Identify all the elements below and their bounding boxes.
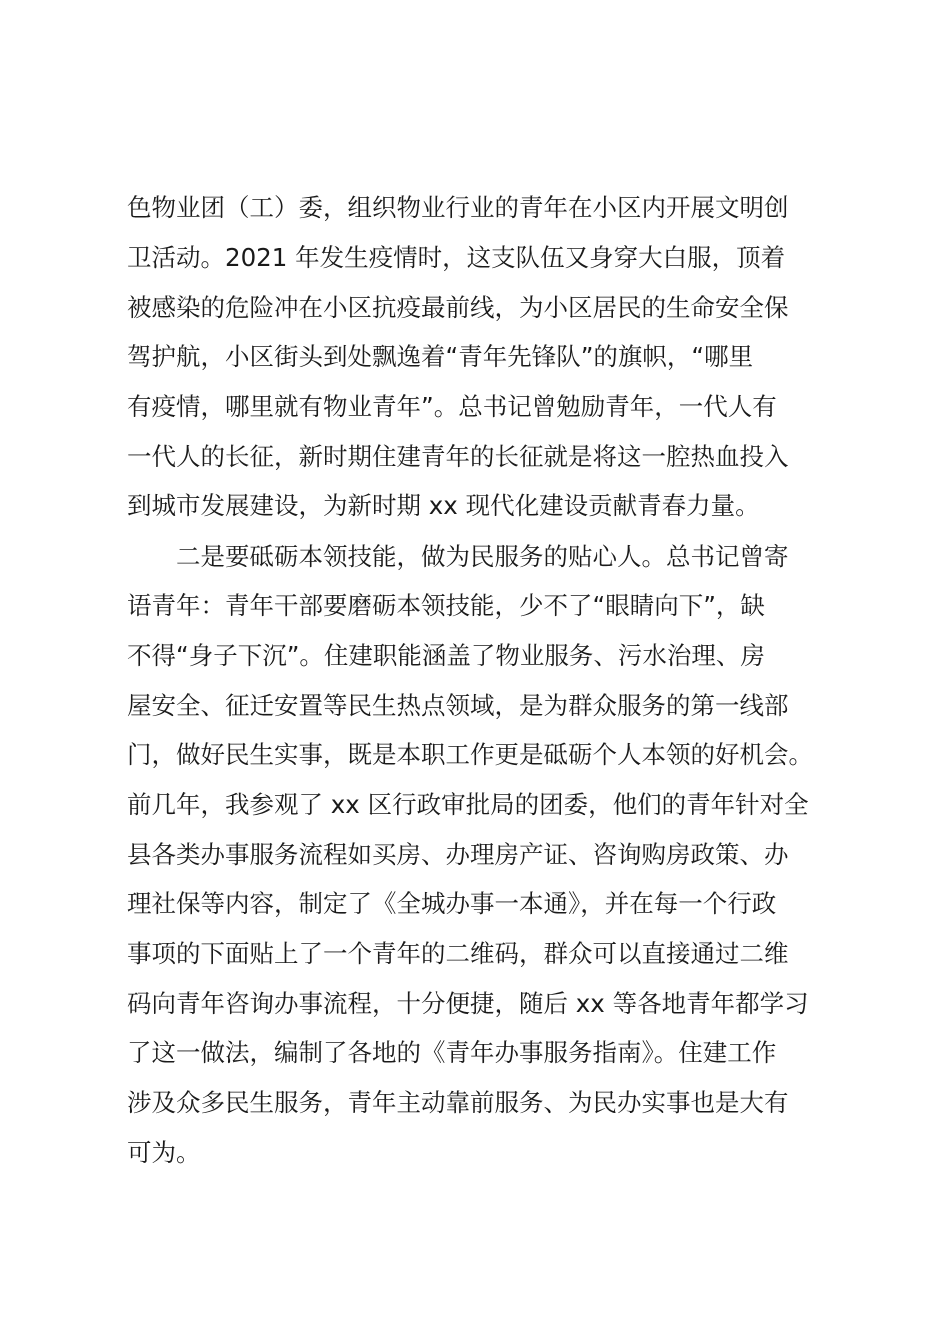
text-line: 前几年，我参观了 xx 区行政审批局的团委，他们的青年针对全 xyxy=(127,790,809,819)
text-line: 驾护航，小区街头到处飘逸着“青年先锋队”的旗帜，“哪里 xyxy=(127,342,754,371)
text-line: 理社保等内容，制定了《全城办事一本通》，并在每一个行政 xyxy=(127,889,777,918)
text-line: 事项的下面贴上了一个青年的二维码，群众可以直接通过二维 xyxy=(127,939,789,968)
text-line: 到城市发展建设，为新时期 xx 现代化建设贡献青春力量。 xyxy=(127,491,760,520)
text-line: 不得“身子下沉”。住建职能涵盖了物业服务、污水治理、房 xyxy=(127,641,765,670)
text-line: 门，做好民生实事，既是本职工作更是砥砺个人本领的好机会。 xyxy=(127,740,813,769)
text-line: 二是要砥砺本领技能，做为民服务的贴心人。总书记曾寄 xyxy=(176,542,789,571)
text-line: 码向青年咨询办事流程，十分便捷，随后 xx 等各地青年都学习 xyxy=(127,989,809,1018)
text-line: 涉及众多民生服务，青年主动靠前服务、为民办实事也是大有 xyxy=(127,1088,789,1117)
text-line: 语青年：青年干部要磨砺本领技能，少不了“眼睛向下”，缺 xyxy=(127,591,765,620)
text-line: 被感染的危险冲在小区抗疫最前线，为小区居民的生命安全保 xyxy=(127,293,789,322)
text-line: 色物业团（工）委，组织物业行业的青年在小区内开展文明创 xyxy=(127,193,789,222)
text-line: 屋安全、征迁安置等民生热点领域，是为群众服务的第一线部 xyxy=(127,691,789,720)
text-line: 卫活动。2021 年发生疫情时，这支队伍又身穿大白服，顶着 xyxy=(127,243,786,272)
text-line: 县各类办事服务流程如买房、办理房产证、咨询购房政策、办 xyxy=(127,840,789,869)
text-line: 一代人的长征，新时期住建青年的长征就是将这一腔热血投入 xyxy=(127,442,789,471)
text-line: 了这一做法，编制了各地的《青年办事服务指南》。住建工作 xyxy=(127,1038,777,1067)
text-line: 有疫情，哪里就有物业青年”。总书记曾勉励青年，一代人有 xyxy=(127,392,777,421)
text-line: 可为。 xyxy=(127,1138,201,1167)
